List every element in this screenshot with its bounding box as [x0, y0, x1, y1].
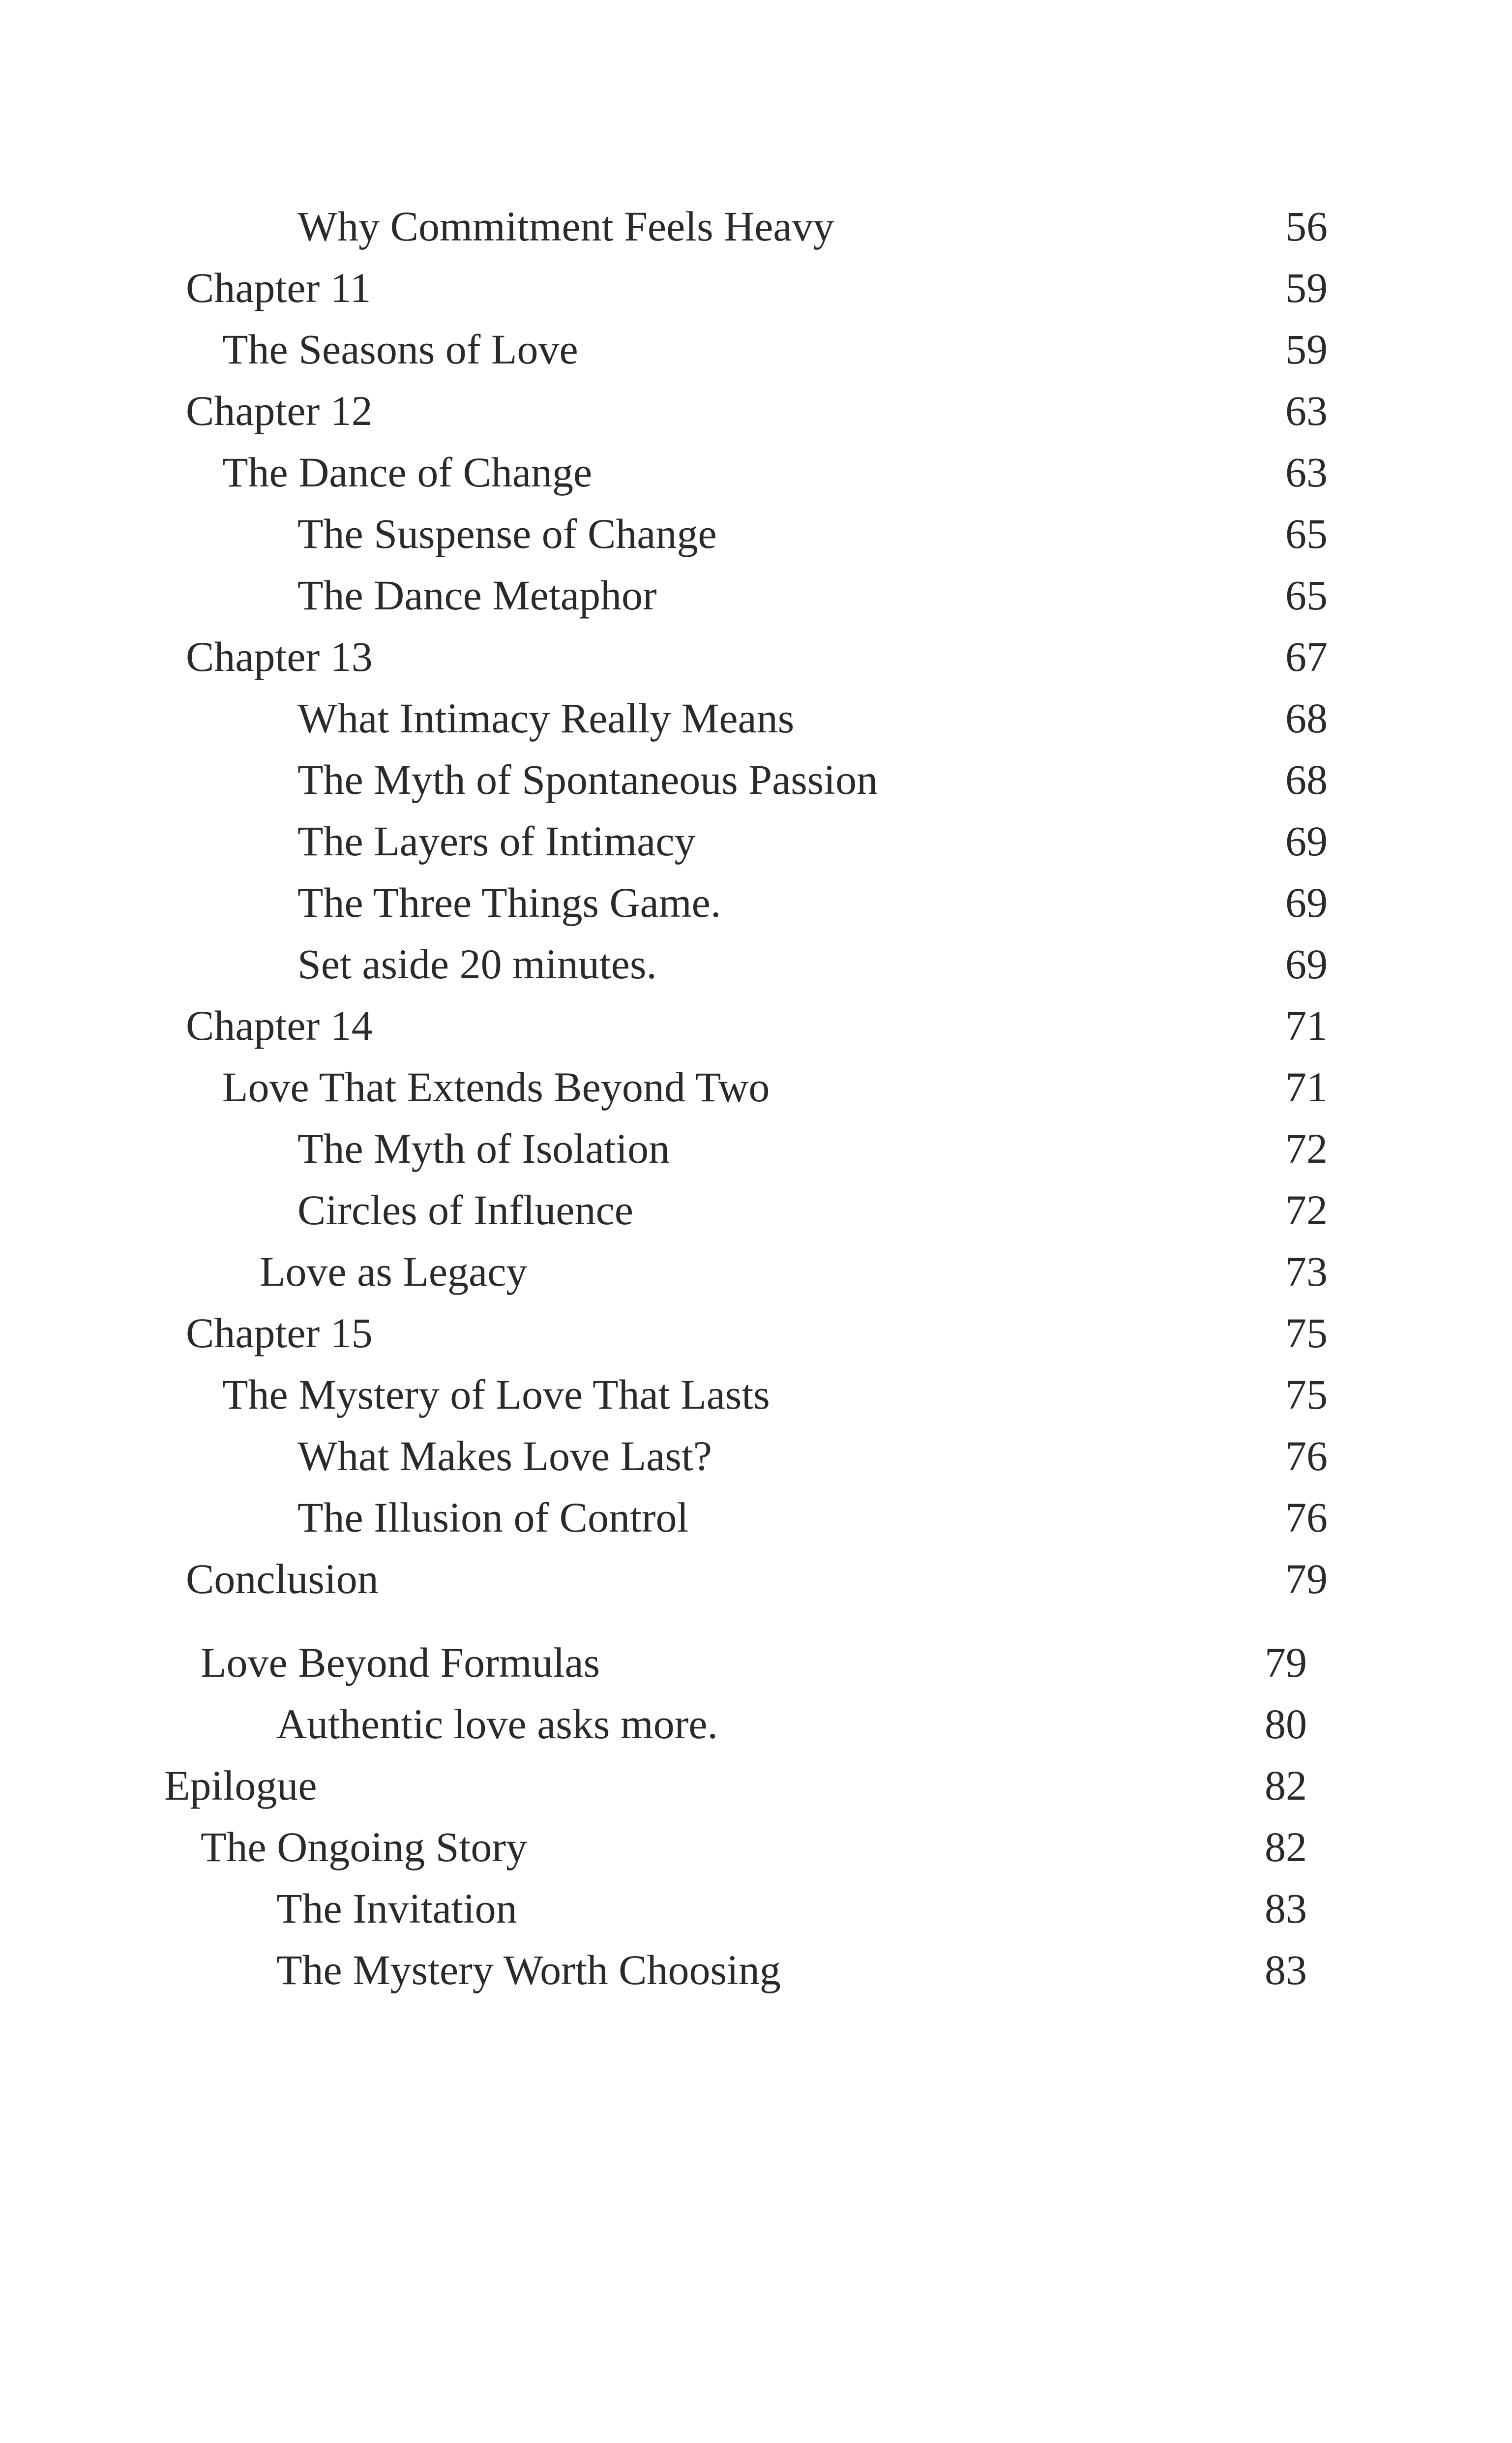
toc-entry-title: The Mystery of Love That Lasts	[222, 1371, 770, 1418]
toc-entry-title: Love as Legacy	[260, 1248, 528, 1295]
toc-entry-page: 69	[1285, 817, 1328, 865]
toc-entry-page: 59	[1285, 264, 1328, 311]
toc-entry-title: The Dance Metaphor	[297, 572, 657, 619]
toc-entry	[201, 1820, 1307, 1874]
toc-entry	[297, 875, 1328, 930]
toc-entry-page: 76	[1285, 1432, 1328, 1479]
toc-entry-title: What Intimacy Really Means	[297, 694, 795, 742]
toc-entry-page: 72	[1285, 1186, 1328, 1234]
toc-entry-page: 65	[1285, 572, 1328, 619]
toc-entry-title: Chapter 11	[186, 264, 371, 311]
toc-entry	[222, 322, 1328, 376]
toc-entry	[186, 384, 1328, 438]
toc-entry-title: The Seasons of Love	[222, 326, 578, 373]
toc-entry-title: The Three Things Game.	[297, 879, 721, 926]
toc-entry-title: Love That Extends Beyond Two	[222, 1063, 770, 1111]
toc-entry	[222, 1367, 1328, 1421]
toc-entry-title: The Dance of Change	[222, 449, 593, 496]
toc-entry-title: The Layers of Intimacy	[297, 817, 696, 865]
toc-entry	[297, 691, 1328, 745]
toc-entry-title: Chapter 13	[186, 633, 373, 680]
toc-entry-title: The Invitation	[276, 1885, 517, 1932]
toc-entry-page: 68	[1285, 694, 1328, 742]
toc-entry	[297, 1429, 1328, 1483]
toc-entry-page: 80	[1265, 1700, 1307, 1748]
toc-entry-title: The Suspense of Change	[297, 510, 717, 557]
toc-entry-page: 63	[1285, 387, 1328, 434]
toc-entry	[260, 1244, 1328, 1298]
toc-entry-page: 75	[1285, 1309, 1328, 1357]
toc-entry-page: 83	[1265, 1946, 1307, 1993]
toc-entry-page: 68	[1285, 756, 1328, 803]
toc-entry-title: Love Beyond Formulas	[201, 1639, 600, 1686]
toc-entry	[276, 1697, 1307, 1751]
toc-entry-page: 67	[1285, 633, 1328, 680]
toc-entry	[297, 937, 1328, 991]
toc-entry-title: Chapter 14	[186, 1002, 373, 1049]
toc-entry-title: Epilogue	[164, 1762, 317, 1809]
toc-entry-title: Why Commitment Feels Heavy	[297, 203, 834, 250]
toc-entry-page: 73	[1285, 1248, 1328, 1295]
toc-entry	[201, 1635, 1307, 1689]
toc-entry-page: 72	[1285, 1125, 1328, 1172]
toc-entry-page: 75	[1285, 1371, 1328, 1418]
toc-entry	[186, 630, 1328, 684]
toc-entry-page: 69	[1285, 940, 1328, 988]
toc-entry-title: Chapter 12	[186, 387, 373, 434]
toc-entry	[297, 1490, 1328, 1544]
toc-entry	[297, 568, 1328, 622]
toc-entry-title: The Myth of Isolation	[297, 1125, 670, 1172]
toc-entry	[186, 998, 1328, 1053]
toc-entry-page: 63	[1285, 449, 1328, 496]
toc-entry-title: Set aside 20 minutes.	[297, 940, 657, 988]
toc-entry-page: 71	[1285, 1002, 1328, 1049]
toc-entry-title: What Makes Love Last?	[297, 1432, 712, 1479]
toc-entry	[186, 1552, 1328, 1606]
toc-entry	[297, 814, 1328, 868]
toc-entry-page: 69	[1285, 879, 1328, 926]
toc-entry-page: 79	[1265, 1639, 1307, 1686]
toc-entry-page: 83	[1265, 1885, 1307, 1932]
toc-entry	[276, 1881, 1307, 1935]
toc-entry	[222, 1060, 1328, 1114]
toc-entry-page: 76	[1285, 1494, 1328, 1541]
toc-entry-title: Circles of Influence	[297, 1186, 633, 1234]
toc-entry	[276, 1943, 1307, 1997]
toc-entry	[297, 507, 1328, 561]
toc-entry-page: 82	[1265, 1762, 1307, 1809]
toc-entry-title: The Ongoing Story	[201, 1823, 528, 1870]
toc-entry	[297, 1121, 1328, 1176]
toc-entry	[222, 445, 1328, 499]
toc-entry-page: 82	[1265, 1823, 1307, 1870]
toc-entry-page: 59	[1285, 326, 1328, 373]
toc-entry-title: The Mystery Worth Choosing	[276, 1946, 781, 1993]
toc-entry	[297, 199, 1328, 253]
toc-entry-page: 71	[1285, 1063, 1328, 1111]
toc-entry-title: Chapter 15	[186, 1309, 373, 1357]
toc-entry-title: The Illusion of Control	[297, 1494, 689, 1541]
toc-entry-page: 56	[1285, 203, 1328, 250]
toc-entry-title: Authentic love asks more.	[276, 1700, 718, 1748]
toc-entry	[297, 753, 1328, 807]
toc-entry-page: 79	[1285, 1555, 1328, 1602]
toc-entry	[164, 1758, 1307, 1812]
toc-entry	[297, 1183, 1328, 1237]
toc-entry-title: Conclusion	[186, 1555, 379, 1602]
toc-entry	[186, 261, 1328, 315]
toc-entry-page: 65	[1285, 510, 1328, 557]
toc-entry	[186, 1306, 1328, 1360]
toc-entry-title: The Myth of Spontaneous Passion	[297, 756, 878, 803]
